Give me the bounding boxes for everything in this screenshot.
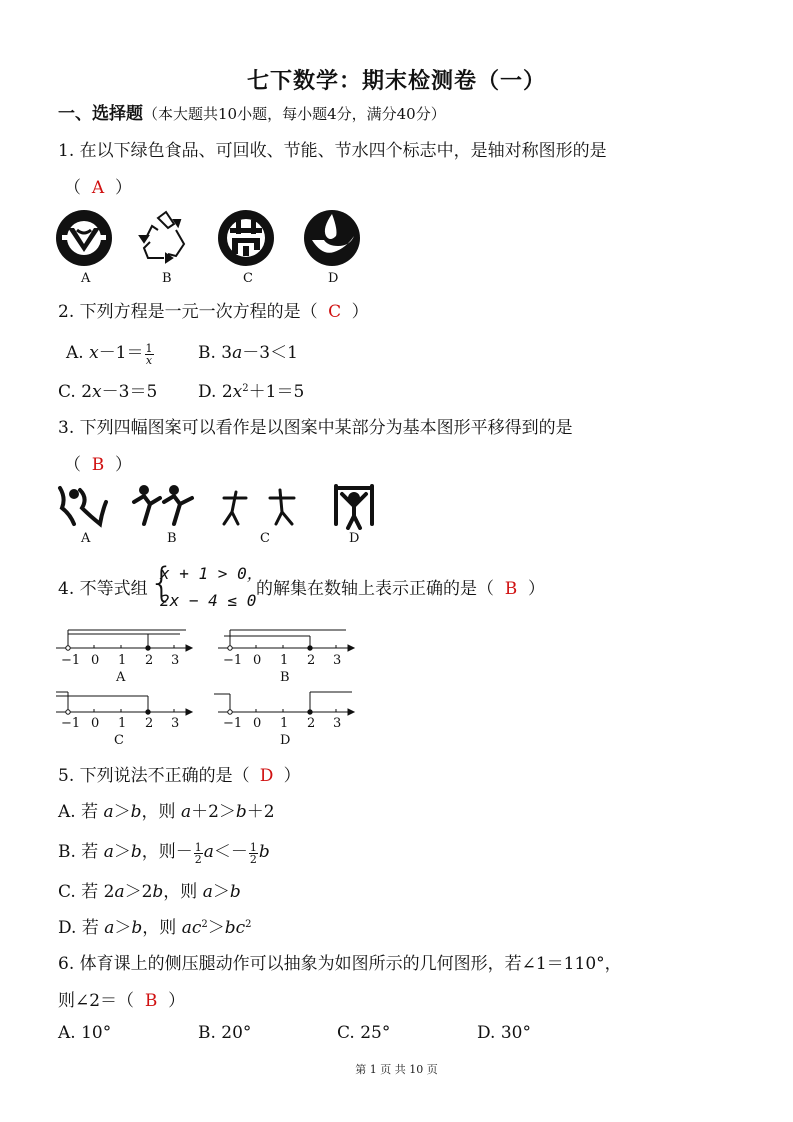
tick-b-0: 0 [253, 653, 262, 668]
number-line-a [56, 630, 192, 651]
tick-c-0: 0 [91, 716, 100, 731]
q1-open: （ [64, 178, 81, 198]
q6-option-b: B. 20° [198, 1023, 252, 1043]
q4-stem-line: 的解集在数轴上表示正确的是（ B ） [256, 579, 545, 599]
q1-stem: 1. 在以下绿色食品、可回收、节能、节水四个标志中，是轴对称图形的是 [58, 141, 607, 161]
q5-option-b: B. 若 a＞b，则－ $\frac{1}{2}$ a＜－ $\frac{1}{2}$ b [58, 841, 270, 866]
number-line-d [214, 692, 354, 715]
q2-option-d: D. $2x^2+1=5$ [198, 382, 305, 402]
q5-stem-line: 5. 下列说法不正确的是（ D ） [58, 766, 301, 786]
q6-answer: B [144, 991, 158, 1011]
q5-option-d: D. 若 a＞b，则 $ac^2>bc^2$ [58, 918, 252, 938]
q5-answer: D [259, 766, 274, 786]
page-footer: 第 1 页 共 10 页 [355, 1063, 438, 1076]
tick-a-3: 3 [171, 653, 180, 668]
tick-a-0: 0 [91, 653, 100, 668]
q2-close: ） [351, 302, 369, 322]
q2-stem-line [58, 297, 369, 322]
section-heading [58, 99, 446, 124]
q1-label-c: C [243, 271, 253, 286]
q2-stem: 2. 下列方程是一元一次方程的是（ [58, 302, 318, 322]
q5-stem: 5. 下列说法不正确的是（ [58, 766, 250, 786]
q2-answer: C [328, 302, 342, 322]
q2-option-c: C. 2x－3＝5 [58, 382, 158, 402]
q3-answer: B [91, 455, 105, 475]
q2-option-a: A. x－1＝ $\frac{1}{x}$ [66, 342, 153, 367]
tick-b-1: 1 [280, 653, 289, 668]
q4-label-c: C [114, 733, 124, 748]
q3-label-a: A [81, 531, 91, 546]
q6-option-d: D. 30° [477, 1023, 531, 1043]
pictogram-c [224, 490, 294, 524]
pictogram-d [336, 486, 372, 528]
q4-stem-pre: 4. 不等式组 [58, 579, 148, 599]
q6-option-a: A. 10° [58, 1023, 112, 1043]
tick-b-2: 2 [307, 653, 316, 668]
green-food-logo [56, 210, 112, 266]
tick-d-m1: −1 [223, 716, 243, 731]
q3-label-b: B [167, 531, 177, 546]
tick-a-m1: −1 [61, 653, 81, 668]
q6-stem-1: 6. 体育课上的侧压腿动作可以抽象为如图所示的几何图形，若∠1＝110°， [58, 954, 622, 974]
q6-option-c: C. 25° [337, 1023, 391, 1043]
number-line-b [218, 630, 354, 651]
recycle-logo [140, 212, 184, 262]
q2-option-b: B. 3a－3＜1 [198, 343, 298, 363]
q4-inequality-2: 2x − 4 ≤ 0 [160, 591, 257, 610]
tick-b-m1: −1 [223, 653, 243, 668]
q1-label-a: A [81, 271, 91, 286]
tick-c-2: 2 [145, 716, 154, 731]
tick-d-0: 0 [253, 716, 262, 731]
q1-label-b: B [162, 271, 172, 286]
q3-label-c: C [260, 531, 270, 546]
section-title: 一、选择题 [58, 104, 143, 124]
q1-answer-line [64, 173, 132, 198]
section-note: （本大题共10小题，每小题4分，满分40分） [143, 105, 446, 123]
tick-a-2: 2 [145, 653, 154, 668]
q1-label-d: D [328, 271, 339, 286]
q1-close: ） [115, 178, 132, 198]
q4-label-d: D [280, 733, 291, 748]
q4-label-a: A [116, 670, 126, 685]
pictogram-b [134, 487, 192, 524]
q4-inequality-1: x + 1 > 0， [160, 564, 263, 583]
energy-saving-logo [218, 210, 274, 266]
q3-pictograms [56, 484, 386, 530]
water-saving-logo [304, 210, 360, 266]
q5-option-a: A. 若 a＞b，则 a＋2＞b＋2 [58, 802, 275, 822]
tick-c-3: 3 [171, 716, 180, 731]
q3-stem: 3. 下列四幅图案可以看作是以图案中某部分为基本图形平移得到的是 [58, 418, 573, 438]
q1-logos [56, 206, 386, 272]
tick-d-3: 3 [333, 716, 342, 731]
q4-answer: B [504, 579, 518, 599]
pictogram-a [60, 488, 106, 524]
tick-d-2: 2 [307, 716, 316, 731]
tick-c-1: 1 [118, 716, 127, 731]
tick-a-1: 1 [118, 653, 127, 668]
q3-label-d: D [349, 531, 360, 546]
tick-c-m1: −1 [61, 716, 81, 731]
q1-answer: A [91, 178, 105, 198]
q4-label-b: B [280, 670, 290, 685]
tick-d-1: 1 [280, 716, 289, 731]
q6-stem-line-2: 则∠2＝（ B ） [58, 991, 186, 1011]
q3-answer-line: （ B ） [64, 455, 132, 475]
tick-b-3: 3 [333, 653, 342, 668]
q4-brace: { [149, 560, 175, 606]
page-title: 七下数学：期末检测卷（一） [246, 68, 546, 94]
q5-option-c: C. 若 2a＞2b，则 a＞b [58, 882, 241, 902]
number-line-c [56, 692, 192, 715]
